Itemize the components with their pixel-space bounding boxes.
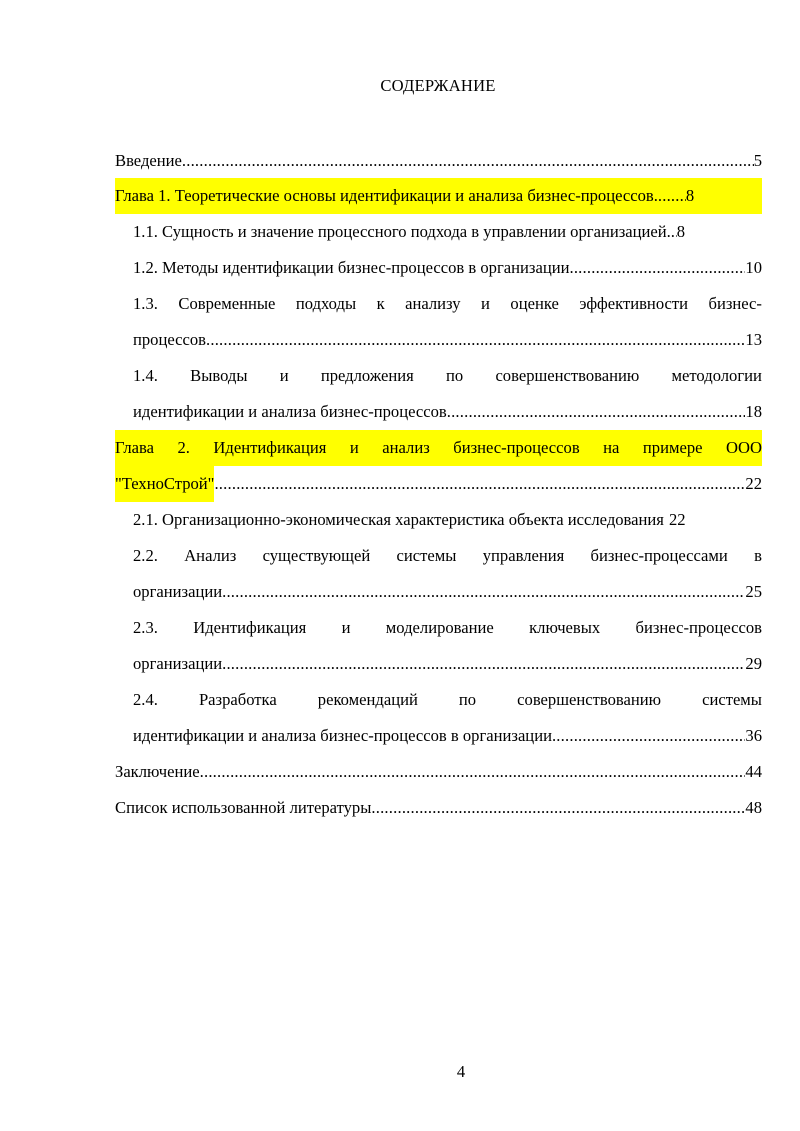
toc-entry-conclusion xyxy=(115,754,762,790)
toc-label-line-2: организации ..... 25 xyxy=(133,574,762,610)
toc-leader xyxy=(206,322,745,358)
toc-label-line-2: организации ..... 29 xyxy=(133,646,762,682)
toc-page: 48 xyxy=(745,798,762,817)
toc-page: 8 xyxy=(676,222,686,241)
toc-page: 5 xyxy=(753,151,762,170)
toc-label: Заключение xyxy=(115,762,200,781)
toc-entry-2-3 xyxy=(133,610,762,682)
toc-page: 25 xyxy=(745,582,762,601)
toc-leader xyxy=(214,466,745,502)
toc-page: 22 xyxy=(745,474,762,493)
toc-leader xyxy=(182,144,754,178)
toc-leader xyxy=(552,718,745,754)
toc-entry-2-1 xyxy=(133,502,762,538)
toc-entry-2-4 xyxy=(133,682,762,754)
toc-label: 2.1. Организационно-экономическая характеристика объекта исследования xyxy=(133,510,664,529)
toc-label-line-1: 2.4. Разработка рекомендаций по совершенствованию системы xyxy=(133,690,762,709)
toc-page: 44 xyxy=(745,762,762,781)
toc-label-line-2: "ТехноСтрой" ..... 22 xyxy=(115,466,762,502)
toc-leader xyxy=(658,178,686,214)
toc-entry-chapter-2 xyxy=(115,430,762,502)
toc-label-line-1: 2.2. Анализ существующей системы управления бизнес-процессами в xyxy=(133,546,762,565)
toc-entry-intro xyxy=(115,144,762,178)
page-title: СОДЕРЖАНИЕ xyxy=(380,76,496,95)
toc-label: Введение xyxy=(115,151,182,170)
toc-leader xyxy=(447,394,746,430)
toc-page: 36 xyxy=(745,726,762,745)
toc-label-line-1: Глава 2. Идентификация и анализ бизнес-процессов на примере ООО xyxy=(115,430,762,466)
toc-page: 13 xyxy=(745,330,762,349)
toc-entry-references xyxy=(115,790,762,826)
toc-leader xyxy=(222,574,745,610)
toc-label-line-2: идентификации и анализа бизнес-процессов ..... 18 xyxy=(133,394,762,430)
toc-leader xyxy=(200,754,746,790)
toc-entry-1-1 xyxy=(133,214,762,250)
toc-label: 1.2. Методы идентификации бизнес-процессов в организации xyxy=(133,258,570,277)
toc-label: Список использованной литературы xyxy=(115,798,372,817)
toc-label: Глава 1. Теоретические основы идентификации и анализа бизнес-процессов. xyxy=(115,186,658,205)
toc-page: 22 xyxy=(668,510,686,529)
toc-label-line-2: процессов ..... 13 xyxy=(133,322,762,358)
toc-label-line-1: 2.3. Идентификация и моделирование ключевых бизнес-процессов xyxy=(133,618,762,637)
table-of-contents xyxy=(115,144,762,826)
page-number: 4 xyxy=(456,1062,466,1081)
toc-entry-2-2 xyxy=(133,538,762,610)
toc-page: 29 xyxy=(745,654,762,673)
toc-page: 10 xyxy=(745,258,762,277)
toc-label-line-2: идентификации и анализа бизнес-процессов в организации ..... 36 xyxy=(133,718,762,754)
toc-entry-chapter-1 xyxy=(115,178,762,214)
toc-entry-1-2 xyxy=(133,250,762,286)
toc-label-line-1: 1.4. Выводы и предложения по совершенствованию методологии xyxy=(133,366,762,385)
toc-leader xyxy=(222,646,745,682)
toc-label: 1.1. Сущность и значение процессного подхода в управлении организацией. xyxy=(133,222,671,241)
toc-leader xyxy=(371,790,745,826)
toc-leader xyxy=(569,250,745,286)
toc-entry-1-4 xyxy=(133,358,762,430)
toc-label-line-1: 1.3. Современные подходы к анализу и оценке эффективности бизнес- xyxy=(133,294,762,313)
toc-page: 8 xyxy=(685,186,695,205)
toc-entry-1-3 xyxy=(133,286,762,358)
toc-page: 18 xyxy=(745,402,762,421)
